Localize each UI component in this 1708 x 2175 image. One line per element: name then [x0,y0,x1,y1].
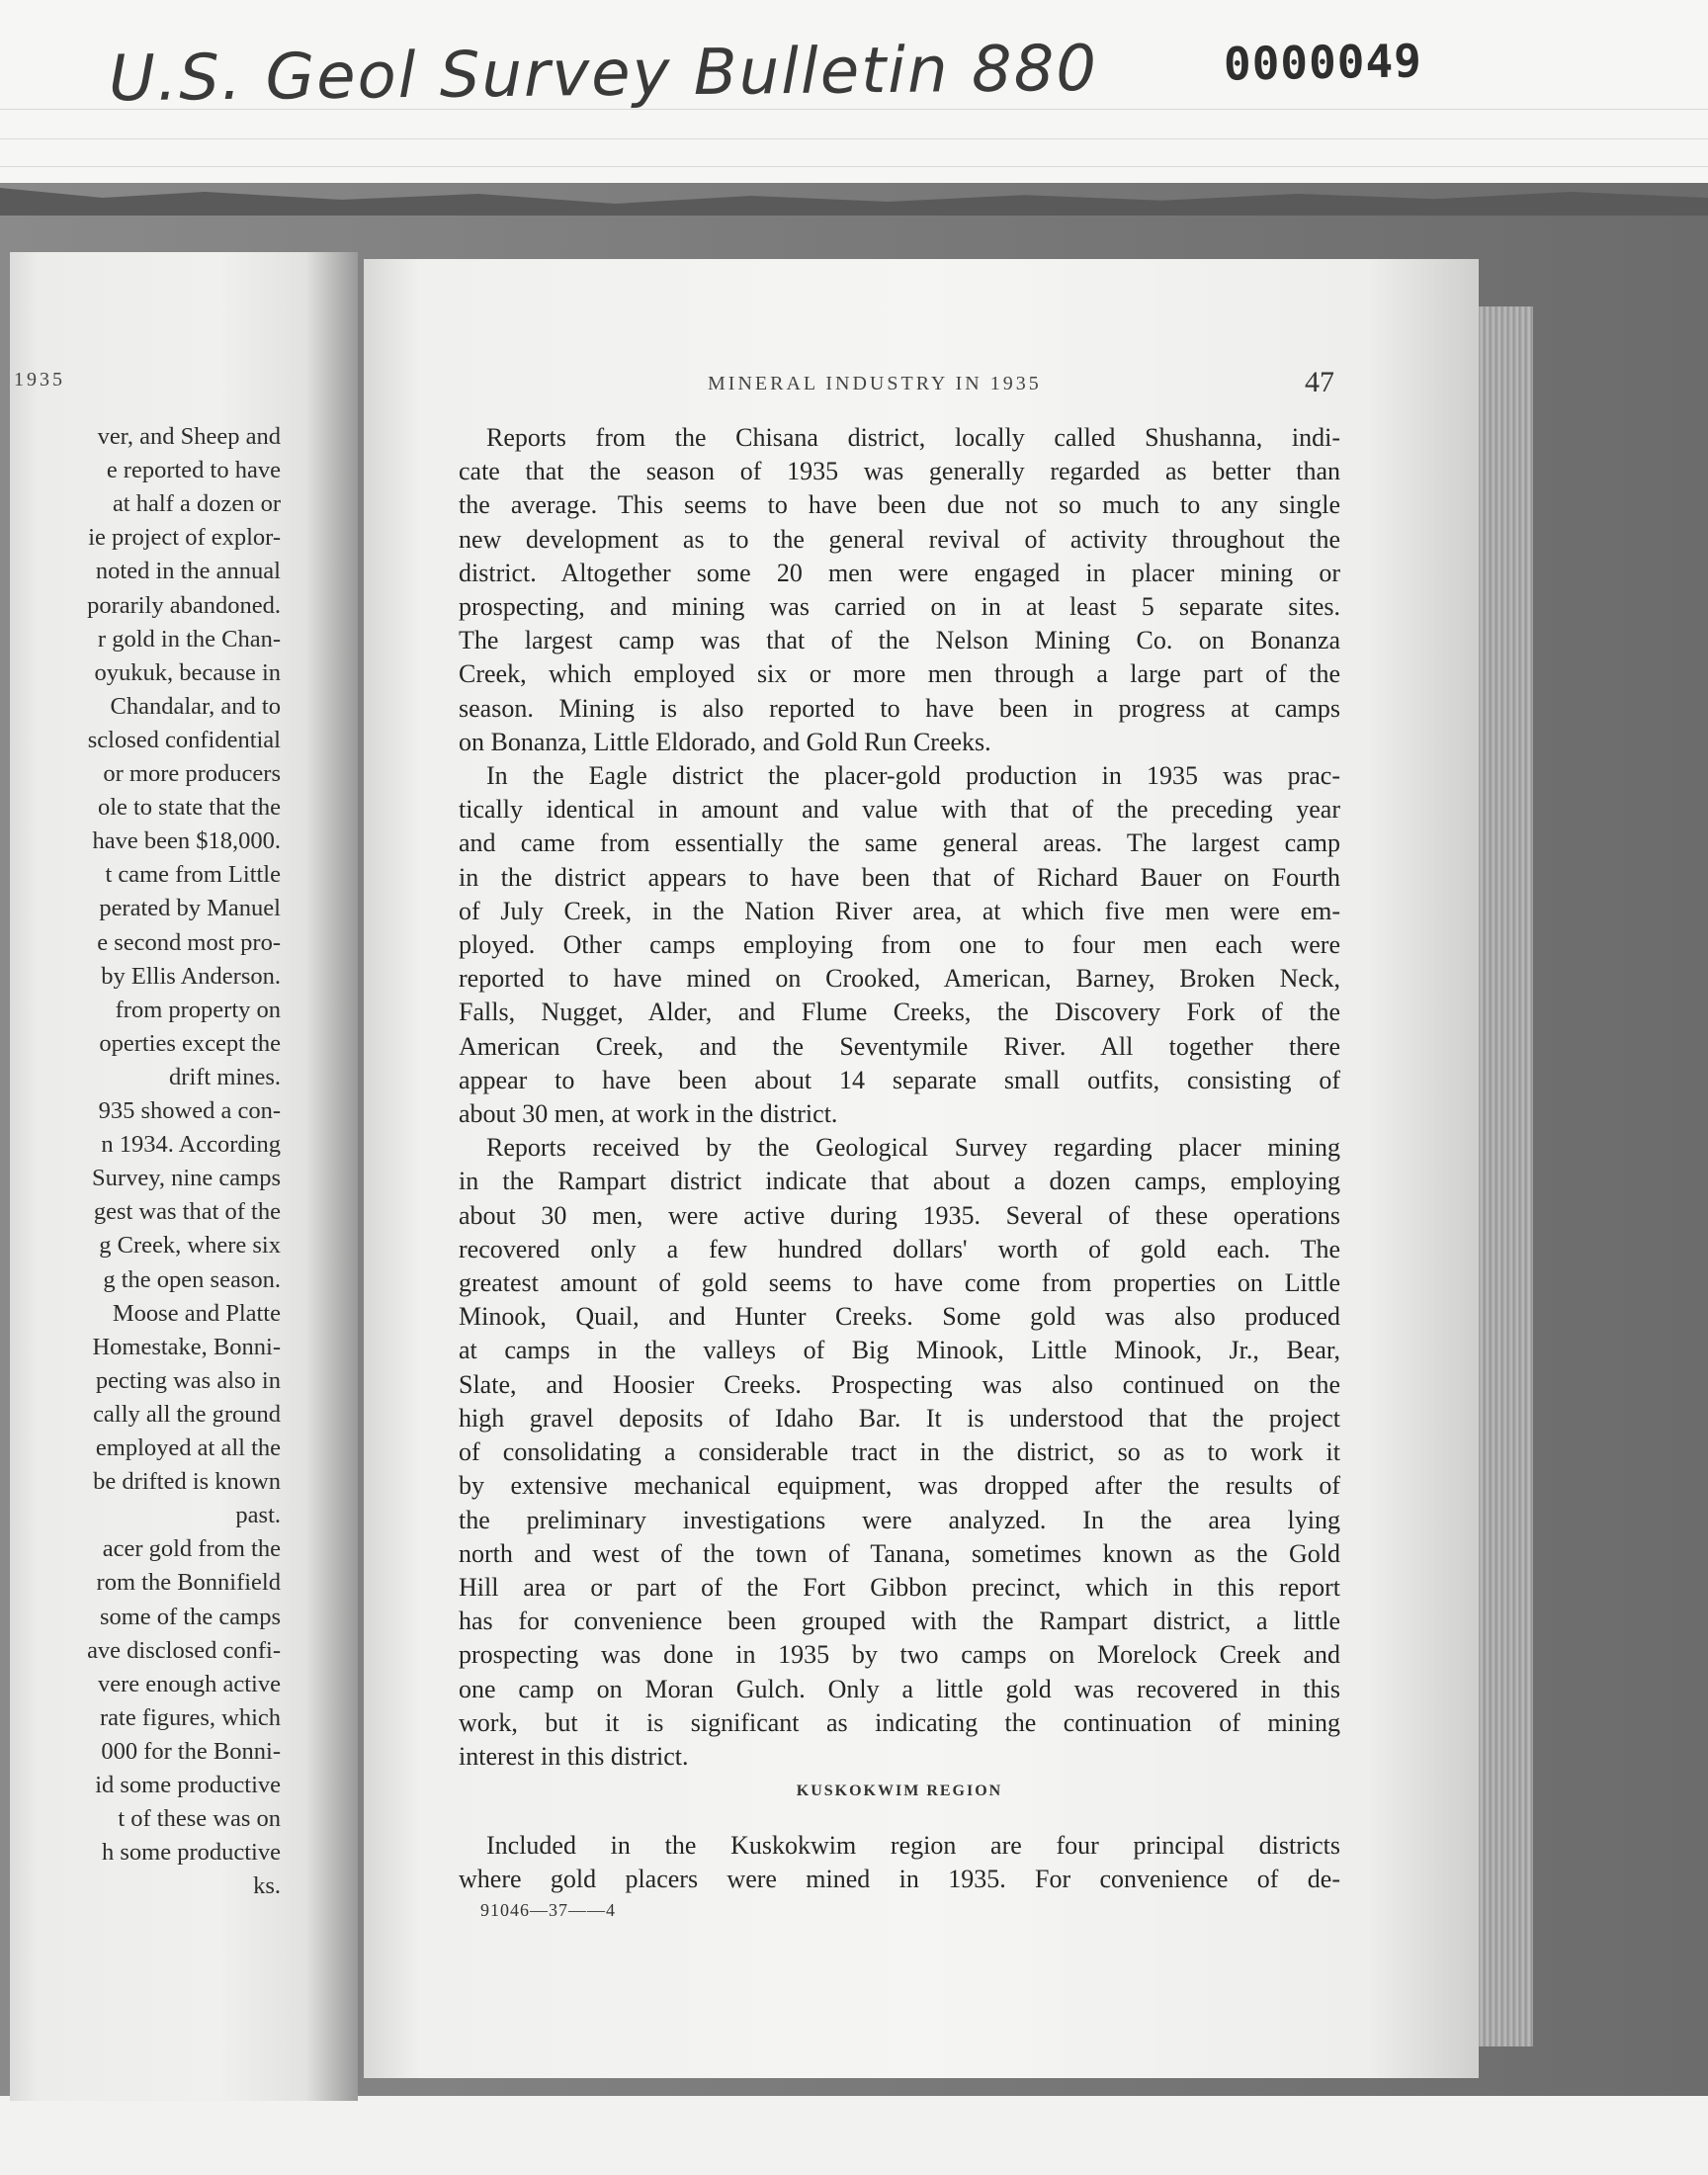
left-page-line: at half a dozen or [112,490,281,518]
text-line: Reports received by the Geological Survey regarding placer mining [486,1133,1340,1163]
ruled-line [0,166,1708,167]
left-page-line: rate figures, which [100,1703,281,1731]
left-page-line: have been $18,000. [92,827,281,855]
left-page-line: r gold in the Chan- [97,625,281,652]
text-line: about 30 men, at work in the district. [459,1099,838,1129]
text-line: Falls, Nugget, Alder, and Flume Creeks, the Discovery Fork of the [459,998,1340,1027]
text-line: where gold placers were mined in 1935. For convenience of de- [459,1865,1340,1894]
left-page-line: t came from Little [105,861,281,889]
page-edges [1479,306,1533,2046]
text-line: one camp on Moran Gulch. Only a little gold was recovered in this [459,1674,1340,1703]
left-page [10,252,358,2101]
text-line: interest in this district. [459,1741,689,1771]
left-page-line: operties except the [99,1029,281,1057]
bottom-margin [0,2096,1708,2175]
text-line: and came from essentially the same general areas. The largest camp [459,828,1340,858]
left-page-line: gest was that of the [93,1198,281,1226]
paragraph [459,421,1340,759]
text-line: of consolidating a considerable tract in the district, so as to work it [459,1437,1340,1467]
left-page-line: ave disclosed confi- [87,1636,281,1664]
left-page-line: e second most pro- [97,928,281,956]
left-page-line: from property on [115,996,281,1023]
text-line: season. Mining is also reported to have been in progress at camps [459,693,1340,723]
stamp-number: 0000049 [1223,34,1423,91]
text-line: work, but it is significant as indicating the continuation of mining [459,1707,1340,1737]
left-page-line: h some productive [102,1839,281,1867]
left-page-line: drift mines. [169,1063,281,1090]
text-line: at camps in the valleys of Big Minook, Little Minook, Jr., Bear, [459,1336,1340,1365]
body-text [459,421,1340,1774]
section-heading: KUSKOKWIM REGION [796,1783,1003,1799]
text-line: in the Rampart district indicate that about a dozen camps, employing [459,1167,1340,1196]
left-page-line: id some productive [95,1772,281,1798]
left-page-line: Chandalar, and to [110,692,281,720]
text-line: tically identical in amount and value with that of the preceding year [459,795,1340,825]
text-line: on Bonanza, Little Eldorado, and Gold Run Creeks. [459,727,991,756]
text-line: district. Altogether some 20 men were engaged in placer mining or [459,558,1340,587]
text-line: American Creek, and the Seventymile River. All together there [459,1031,1340,1061]
text-line: The largest camp was that of the Nelson Mining Co. on Bonanza [459,626,1340,655]
text-line: reported to have mined on Crooked, American, Barney, Broken Neck, [459,964,1340,994]
left-running-head: 1935 [14,369,65,391]
left-page-line: ks. [253,1872,281,1900]
left-page-line: oyukuk, because in [94,658,281,686]
text-line: new development as to the general revival of activity throughout the [459,524,1340,554]
paragraph [459,1131,1340,1774]
text-line: high gravel deposits of Idaho Bar. It is understood that the project [459,1403,1340,1433]
left-page-line: Moose and Platte [112,1299,281,1327]
text-line: recovered only a few hundred dollars' worth of gold each. The [459,1234,1340,1263]
left-page-line: 935 showed a con- [98,1097,281,1124]
left-page-line: employed at all the [95,1435,281,1461]
left-page-line: g the open season. [103,1265,281,1293]
running-head: MINERAL INDUSTRY IN 1935 [708,373,1042,394]
text-line: prospecting, and mining was carried on in at least 5 separate sites. [459,592,1340,622]
left-page-line: e reported to have [106,457,281,484]
text-line: Hill area or part of the Fort Gibbon precinct, which in this report [459,1572,1340,1602]
text-line: of July Creek, in the Nation River area, at which five men were em- [459,896,1340,925]
left-page-line: ver, and Sheep and [97,423,281,450]
left-page-line: by Ellis Anderson. [101,962,281,990]
text-line: appear to have been about 14 separate small outfits, consisting of [459,1065,1340,1094]
text-line: prospecting was done in 1935 by two camps on Morelock Creek and [459,1640,1340,1670]
text-line: has for convenience been grouped with the Rampart district, a little [459,1607,1340,1636]
text-line: the preliminary investigations were analyzed. In the area lying [459,1505,1340,1534]
text-line: the average. This seems to have been due not so much to any single [459,490,1340,520]
left-page-line: noted in the annual [95,558,281,585]
left-page-line: t of these was on [118,1805,281,1833]
text-line: greatest amount of gold seems to have come from properties on Little [459,1268,1340,1298]
left-page-line: porarily abandoned. [87,591,281,619]
text-line: Slate, and Hoosier Creeks. Prospecting was also continued on the [459,1369,1340,1399]
printer-signature: 91046—37——4 [480,1900,616,1920]
left-page-line: acer gold from the [102,1535,281,1563]
left-page-line: or more producers [103,760,281,787]
left-page-line: Homestake, Bonni- [92,1333,281,1360]
text-line: Included in the Kuskokwim region are four principal districts [486,1831,1340,1860]
left-page-line: n 1934. According [101,1131,281,1159]
paragraph [459,759,1340,1131]
left-page-line: Survey, nine camps [92,1165,281,1192]
left-page-line: perated by Manuel [99,895,281,922]
text-line: In the Eagle district the placer-gold production in 1935 was prac- [486,761,1340,791]
text-line: ployed. Other camps employing from one to four men each were [459,930,1340,960]
left-page-line: ole to state that the [97,794,281,822]
page-number: 47 [1305,366,1334,398]
text-line: in the district appears to have been that of Richard Bauer on Fourth [459,862,1340,892]
text-line: Creek, which employed six or more men through a large part of the [459,659,1340,689]
left-page-line: rom the Bonnifield [96,1569,281,1597]
text-line: about 30 men, were active during 1935. Several of these operations [459,1200,1340,1230]
left-page-line: vere enough active [97,1670,281,1697]
text-line: Reports from the Chisana district, locally called Shushanna, indi- [486,423,1340,452]
ruled-line [0,138,1708,139]
text-line: cate that the season of 1935 was generally regarded as better than [459,457,1340,486]
left-page-line: some of the camps [99,1603,281,1630]
left-page-line: pecting was also in [95,1366,281,1394]
text-line: Minook, Quail, and Hunter Creeks. Some gold was also produced [459,1302,1340,1332]
left-page-line: be drifted is known [93,1468,281,1496]
final-paragraph [459,1829,1340,1896]
left-page-line: cally all the ground [93,1400,281,1428]
left-page-line: 000 for the Bonni- [101,1737,281,1765]
handwritten-title: U.S. Geol Survey Bulletin 880 [108,32,1099,117]
text-line: by extensive mechanical equipment, was dropped after the results of [459,1471,1340,1501]
text-line: north and west of the town of Tanana, sometimes known as the Gold [459,1538,1340,1568]
left-page-line: ie project of explor- [88,524,281,552]
left-page-line: g Creek, where six [99,1232,281,1260]
left-page-line: past. [235,1502,281,1529]
left-page-line: sclosed confidential [87,726,281,753]
